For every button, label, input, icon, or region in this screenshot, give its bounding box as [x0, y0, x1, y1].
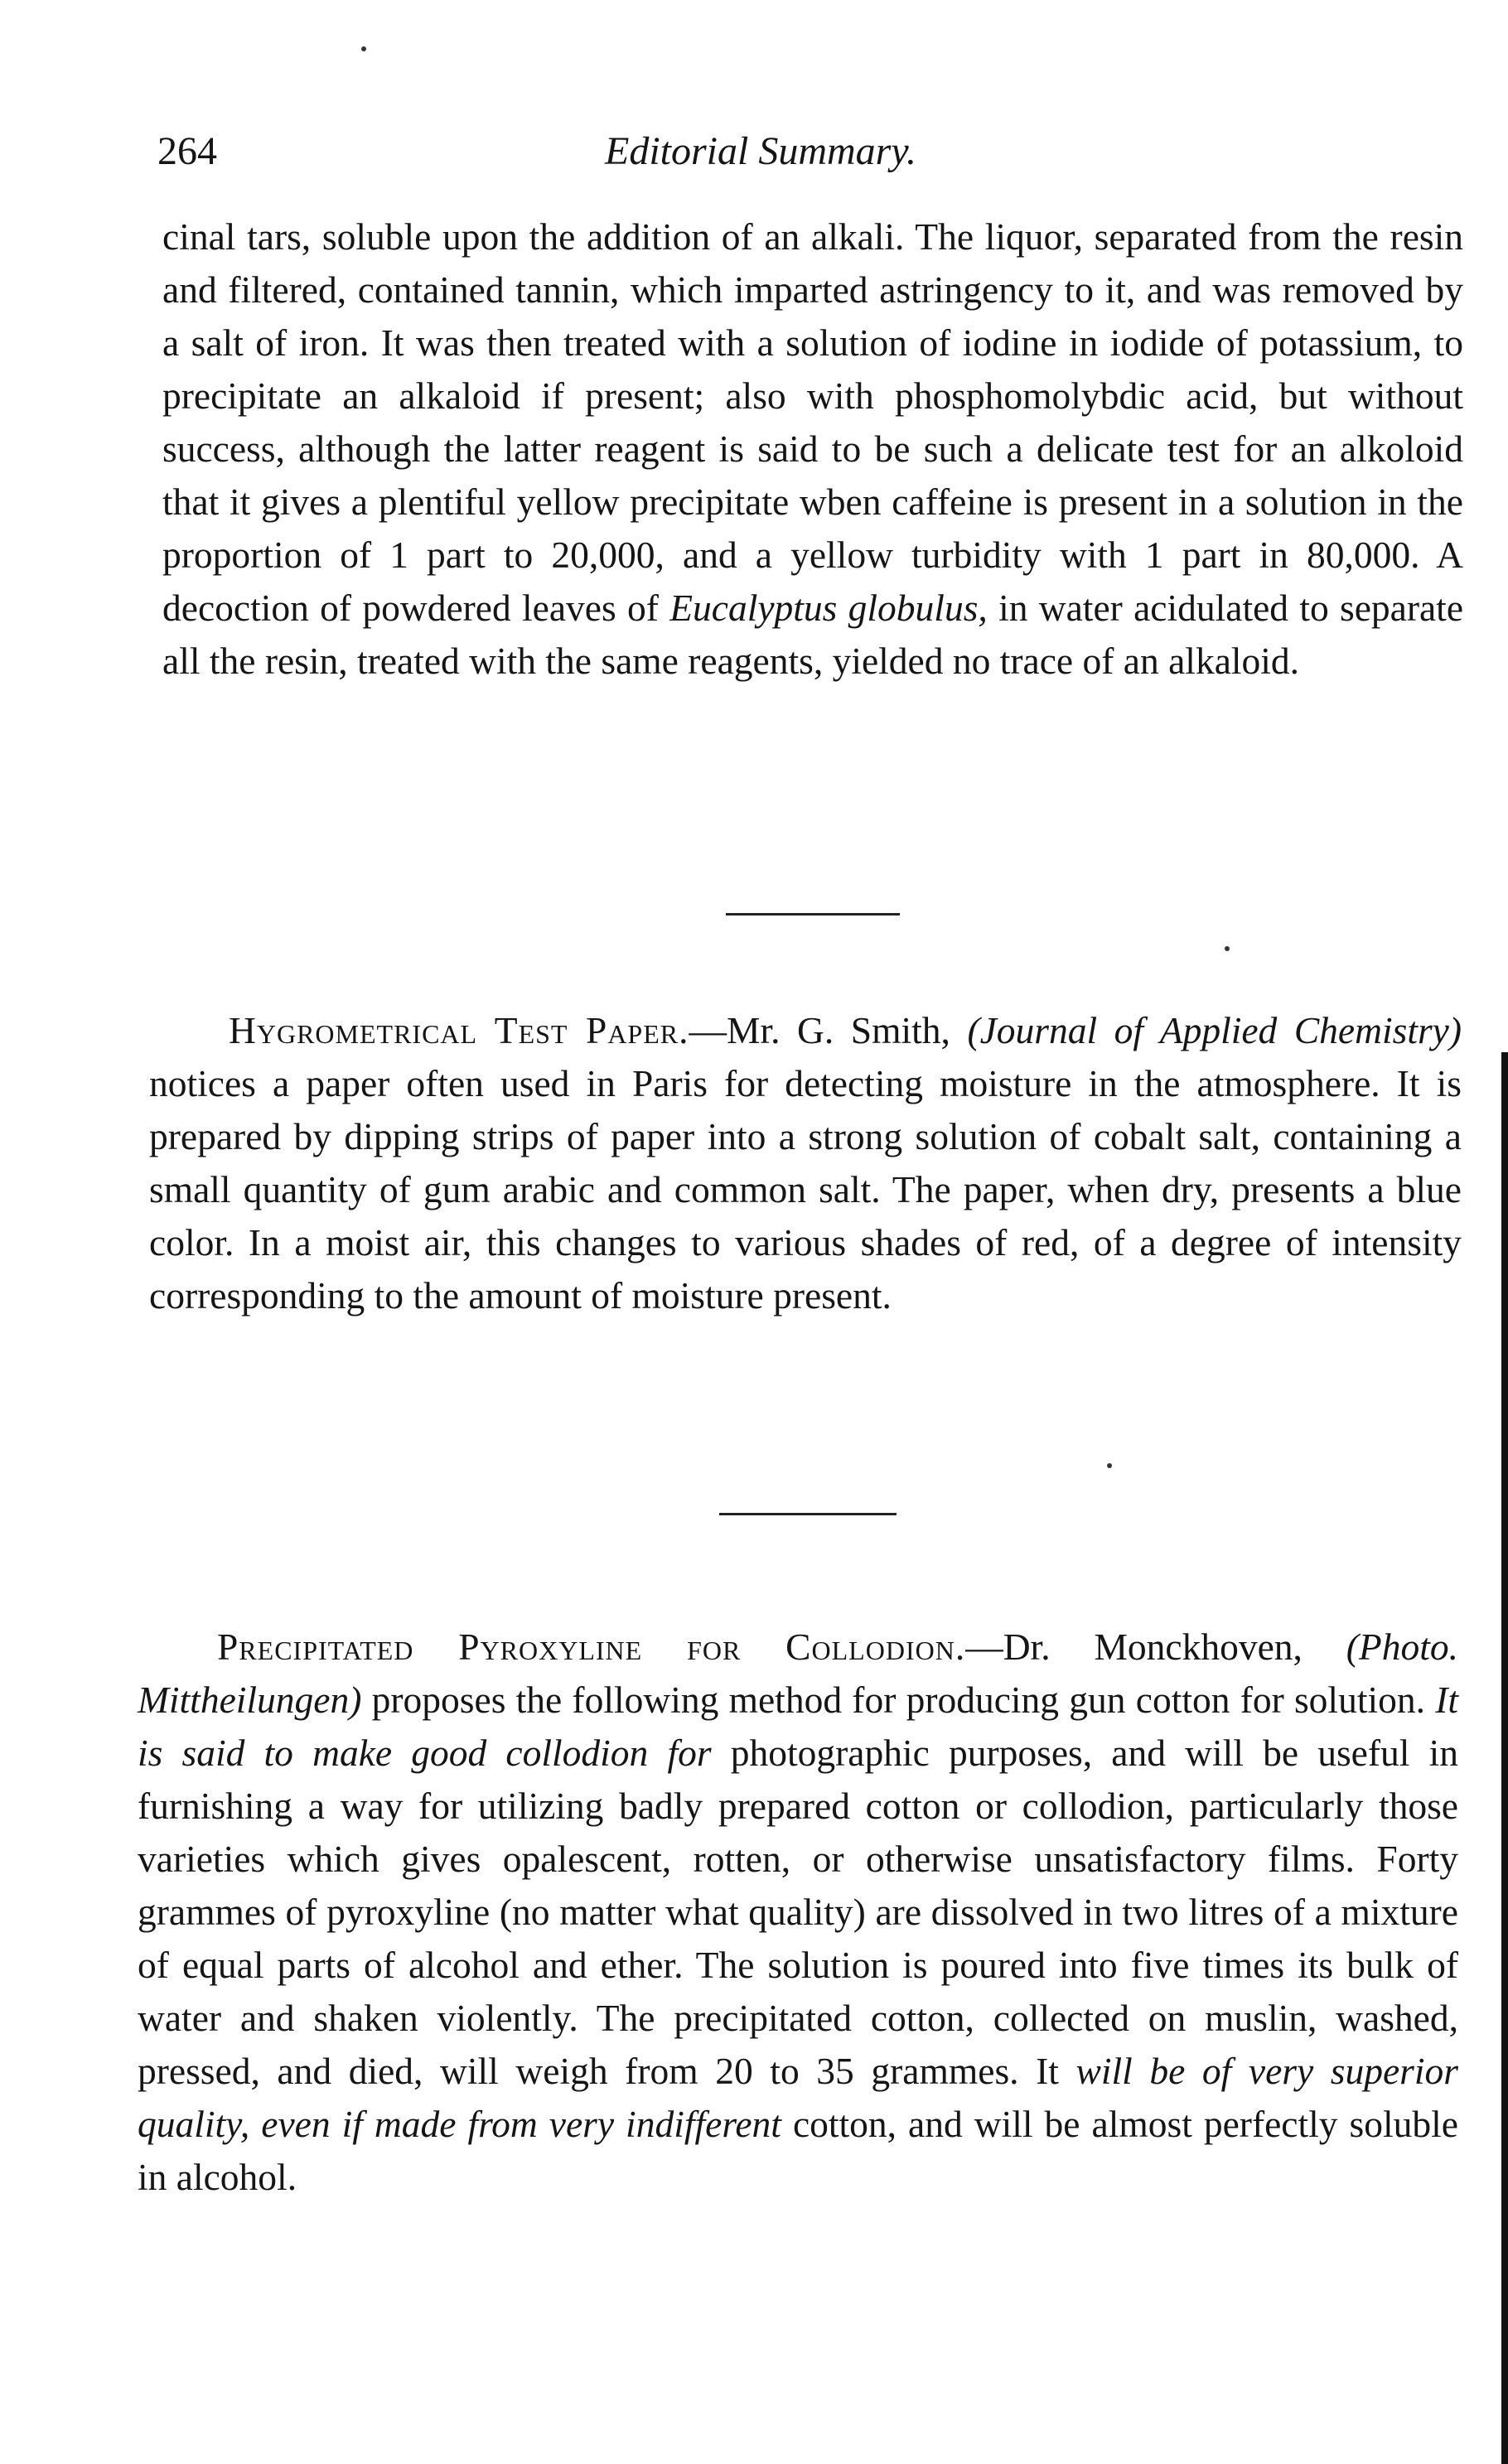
heading-dash: — — [689, 1009, 727, 1051]
running-head — [157, 123, 1467, 181]
article-body-tail: cotton, and will be almost perfectly soluble in alcohol. — [138, 2103, 1458, 2198]
article-body: notices a paper often used in Paris for detecting moisture in the atmosphere. It is prepared by dipping strips of paper into a strong solution of cobalt salt, containing a small quantity of gum arabic and common salt. The paper, when dry, presents a blue color. In a moist air, this changes to various shades of red, of a degree of intensity corresponding to the amount of moisture present. — [149, 1062, 1462, 1317]
article-source: (Photo. Mittheilungen) — [138, 1626, 1458, 1721]
article-source: (Journal of Applied Chemistry) — [967, 1009, 1462, 1051]
continued-paragraph-text: cinal tars, soluble upon the addition of an alkali. The liquor, separated from the resin and filtered, contained tannin, which imparted astringency to it, and was removed by a salt of iron. It was then treated with a solution of iodine in iodide of potassium, to precipitate an alkaloid if present; also with phosphomolybdic acid, but without success, although the latter reagent is said to be such a delicate test for an alkoloid that it gives a plentiful yellow precipitate wben caffeine is present in a solution in the proportion of 1 part to 20,000, and a yellow turbidity with 1 part in 80,000. A decoction of powdered leaves of — [162, 215, 1463, 629]
section-divider — [726, 913, 900, 916]
section-divider — [719, 1513, 897, 1515]
article-author: Mr. G. Smith, — [727, 1009, 950, 1051]
article-claim: will be of very superior quality, even if made from very indifferent — [138, 2050, 1458, 2145]
article-precipitated-pyroxyline — [138, 1621, 1458, 2204]
article-author: Dr. Monckhoven, — [1003, 1626, 1303, 1668]
continued-paragraph — [162, 210, 1463, 688]
article-body: proposes the following method for producing gun cotton for solution. — [371, 1679, 1425, 1721]
article-heading: Hygrometrical Test Paper. — [229, 1009, 689, 1051]
article-claim: It is said to make good collodion for — [138, 1679, 1459, 1774]
running-head-title: Editorial Summary. — [605, 129, 917, 173]
article-hygrometrical-test-paper — [149, 1004, 1462, 1322]
article-heading: Precipitated Pyroxyline for Collodion. — [217, 1626, 966, 1668]
scan-speck — [361, 46, 366, 51]
article-body: photographic purposes, and will be useful in furnishing a way for utilizing badly prepared cotton or collodion, particularly those varieties which gives opalescent, rotten, or otherwise unsatisfactory films. Forty grammes of pyroxyline (no matter what quality) are dissolved in two litres of a mixture of equal parts of alcohol and ether. The solution is poured into five times its bulk of water and shaken violently. The precipitated cotton, collected on muslin, washed, pressed, and died, will weigh from 20 to 35 grammes. It — [138, 1732, 1458, 2092]
heading-dash: — — [965, 1626, 1003, 1668]
page-number: 264 — [157, 129, 217, 173]
scan-margin-shadow — [1501, 1052, 1508, 2464]
scan-speck — [1107, 1463, 1112, 1468]
species-name: Eucalyptus globulus, — [669, 587, 988, 629]
scan-speck — [1225, 946, 1230, 951]
continued-paragraph-tail: in water acidulated to separate all the resin, treated with the same reagents, yielded no trace of an alkaloid. — [162, 587, 1464, 682]
